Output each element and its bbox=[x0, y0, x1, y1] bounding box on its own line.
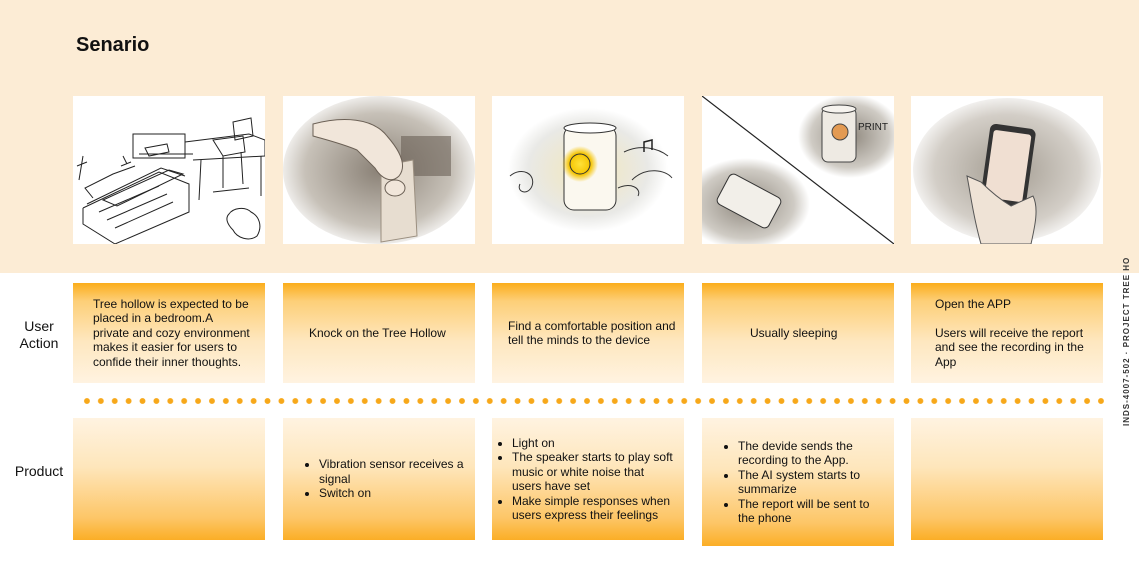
storyboard-frame-phone-print bbox=[702, 96, 894, 244]
list-item: • The devide sends the recording to the App. bbox=[738, 439, 882, 468]
list-item: • Vibration sensor receives a signal bbox=[319, 457, 465, 486]
product-list bbox=[293, 457, 465, 501]
product-card-empty bbox=[911, 418, 1103, 540]
course-project-label: INDS-4007-502 · PROJECT TREE HO bbox=[1122, 256, 1131, 426]
dotted-divider bbox=[80, 396, 1105, 406]
glowing-device-sketch-icon bbox=[492, 96, 684, 244]
storyboard-frame-app bbox=[911, 96, 1103, 244]
list-item: • Switch on bbox=[319, 486, 465, 501]
list-item: • Make simple responses when users express their feelings bbox=[512, 494, 676, 523]
user-action-card: Usually sleeping bbox=[702, 283, 894, 383]
user-action-card: Open the APP Users will receive the report and see the recording in the App bbox=[911, 283, 1103, 383]
row-label-user-action: User Action bbox=[19, 318, 59, 351]
storyboard-frame-knock bbox=[283, 96, 475, 244]
product-card bbox=[492, 418, 684, 540]
product-list bbox=[492, 436, 676, 523]
product-card-empty bbox=[73, 418, 265, 540]
storyboard-frame-device bbox=[492, 96, 684, 244]
user-action-card: Find a comfortable position and tell the minds to the device bbox=[492, 283, 684, 383]
storyboard-frame-bedroom bbox=[73, 96, 265, 244]
list-item: • The speaker starts to play soft music or white noise that users have set bbox=[512, 450, 676, 494]
list-item: • The AI system starts to summarize bbox=[738, 468, 882, 497]
list-item: • Light on bbox=[512, 436, 676, 451]
page-title: Senario bbox=[76, 34, 150, 56]
bedroom-sketch-icon bbox=[73, 96, 265, 244]
user-action-card: Tree hollow is expected to be placed in a bedroom.A private and cozy environment makes it easier for users to confide their inner thoughts. bbox=[73, 283, 265, 383]
hand-holding-phone-photo-icon bbox=[911, 96, 1103, 244]
product-list bbox=[712, 439, 882, 526]
svg-text:PRINT: PRINT bbox=[858, 122, 888, 133]
knocking-hand-photo-icon bbox=[283, 96, 475, 244]
user-action-card: Knock on the Tree Hollow bbox=[283, 283, 475, 383]
product-card bbox=[283, 418, 475, 540]
product-card bbox=[702, 418, 894, 546]
list-item: • The report will be sent to the phone bbox=[738, 497, 882, 526]
row-label-product: Product bbox=[14, 463, 64, 479]
phone-and-print-device-photo-icon bbox=[702, 96, 894, 244]
